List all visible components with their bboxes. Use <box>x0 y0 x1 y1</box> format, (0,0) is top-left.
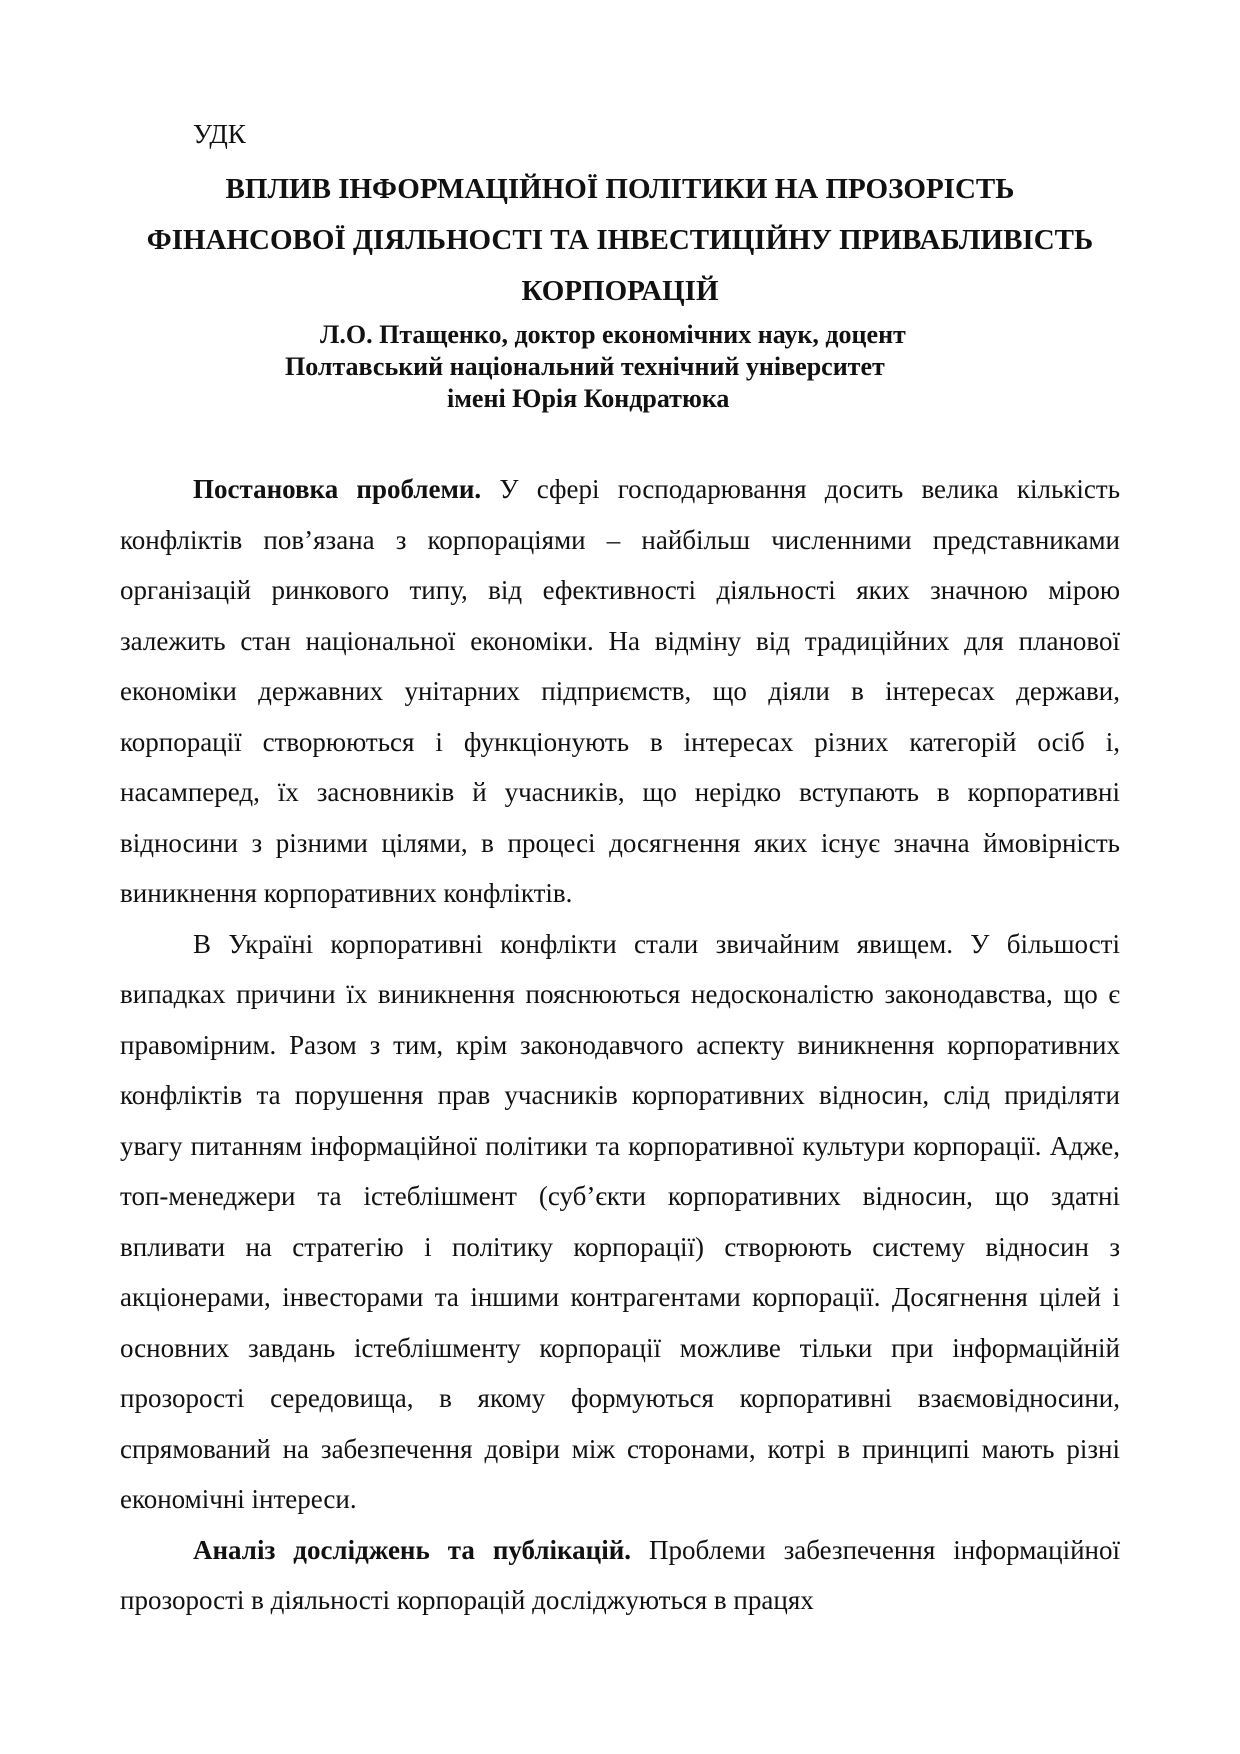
udk-label: УДК <box>193 119 246 149</box>
paragraph-analysis <box>120 1525 1120 1626</box>
paragraph-lead: Постановка проблеми. <box>193 474 482 504</box>
title-line-1: ВПЛИВ ІНФОРМАЦІЙНОЇ ПОЛІТИКИ НА ПРОЗОРІСТЬ <box>225 173 1015 205</box>
paragraph-lead: Аналіз досліджень та публікацій. <box>193 1534 632 1565</box>
paragraph-problem-statement <box>120 464 1120 919</box>
author-block <box>120 319 1120 415</box>
body-text <box>120 464 1120 1626</box>
author-name: Л.О. Птащенко, доктор економічних наук, доцент <box>320 320 906 349</box>
affiliation-line-2: імені Юрія Кондратюка <box>447 384 730 413</box>
title-line-3: КОРПОРАЦІЙ <box>521 275 719 307</box>
title-line-2: ФІНАНСОВОЇ ДІЯЛЬНОСТІ ТА ІНВЕСТИЦІЙНУ ПРИВАБЛИВІСТЬ <box>146 224 1094 256</box>
paragraph-text: Проблеми забезпечення інформаційної прозорості в діяльності корпорацій досліджуються в працях <box>120 1534 1120 1615</box>
paper-title <box>120 164 1120 317</box>
paragraph-text: В Україні корпоративні конфлікти стали звичайним явищем. У більшості випадках причини їх виникнення пояснюються недосконалістю законодавства, що є правомірним. Разом з тим, крім законодавчого аспекту виникнення корпоративних конфліктів та порушення прав учасників корпоративних відносин, слід приділяти увагу питанням інформаційної політики та корпоративної культури корпорації. Адже, топ-менеджери та істеблішмент (суб’єкти корпоративних відносин, що здатні впливати на стратегію і політику корпорації) створюють систему відносин з акціонерами, інвесторами та іншими контрагентами корпорації. Досягнення цілей і основних завдань істеблішменту корпорації можливе тільки при інформаційній прозорості середовища, в якому формуються корпоративні взаємовідносини, спрямований на забезпечення довіри між сторонами, котрі в принципі мають різні економічні інтереси. <box>120 928 1120 1514</box>
paragraph-text: У сфері господарювання досить велика кількість конфліктів пов’язана з корпораціями – найбільш численними представниками організацій ринкового типу, від ефективності діяльності яких значною мірою залежить стан національної економіки. На відміну від традиційних для планової економіки державних унітарних підприємств, що діяли в інтересах держави, корпорації створюються і функціонують в інтересах різних категорій осіб і, насамперед, їх засновників й учасників, що нерідко вступають в корпоративні відносини з різними цілями, в процесі досягнення яких існує значна ймовірність виникнення корпоративних конфліктів. <box>120 474 1121 908</box>
paragraph-ukraine-conflicts <box>120 919 1120 1525</box>
affiliation-line-1: Полтавський національний технічний університет <box>285 352 885 381</box>
